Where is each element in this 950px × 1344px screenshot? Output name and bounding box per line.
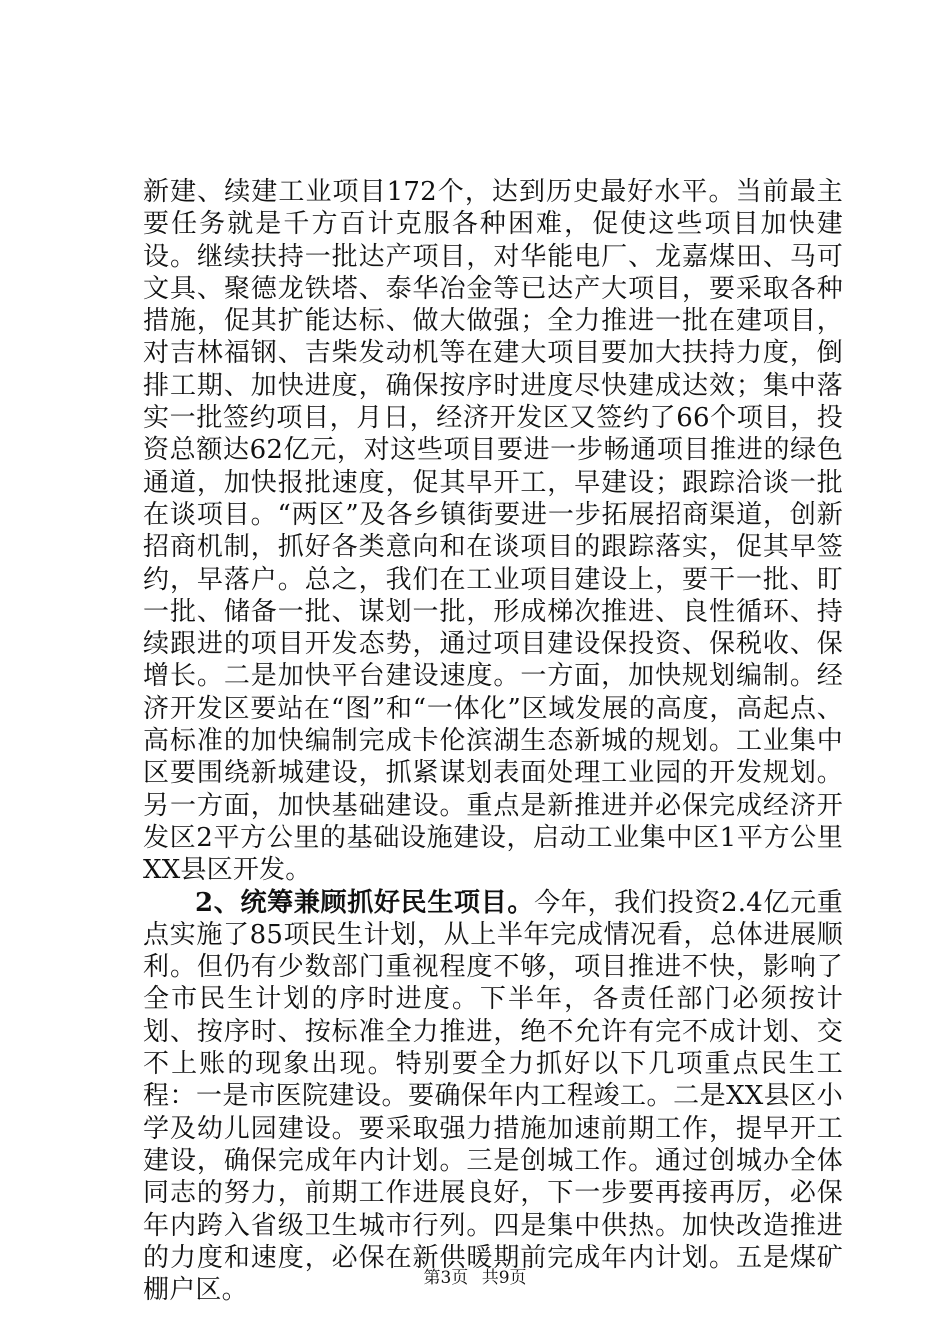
paragraph-2 bbox=[143, 887, 843, 1307]
document-body bbox=[143, 176, 843, 1306]
page-number-current: 第3页 bbox=[423, 1268, 469, 1288]
paragraph-2-heading: 2、统筹兼顾抓好民生项目。 bbox=[195, 887, 535, 918]
paragraph-2-body: 今年，我们投资2.4亿元重点实施了85项民生计划，从上半年完成情况看，总体进展顺利。但仍有少数部门重视程度不够，项目推进不快，影响了全市民生计划的序时进度。下半年，各责任部门必须按计划、按序时、按标准全力推进，绝不允许有完不成计划、交不上账的现象出现。特别要全力抓好以下几项重点民生工程：一是市医院建设。要确保年内工程竣工。二是XX县区小学及幼儿园建设。要采取强力措施加速前期工作，提早开工建设，确保完成年内计划。三是创城工作。通过创城办全体同志的努力，前期工作进展良好，下一步要再接再厉，必保年内跨入省级卫生城市行列。四是集中供热。加快改造推进的力度和速度，必保在新供暖期前完成年内计划。五是煤矿棚户区。 bbox=[143, 887, 843, 1306]
page-number-total: 共9页 bbox=[481, 1268, 527, 1288]
paragraph-1: 新建、续建工业项目172个，达到历史最好水平。当前最主要任务就是千方百计克服各种困难，促使这些项目加快建设。继续扶持一批达产项目，对华能电厂、龙嘉煤田、马可文具、聚德龙铁塔、泰华冶金等已达产大项目，要采取各种措施，促其扩能达标、做大做强；全力推进一批在建项目，对吉林福钢、吉柴发动机等在建大项目要加大扶持力度，倒排工期、加快进度，确保按序时进度尽快建成达效；集中落实一批签约项目，月日，经济开发区又签约了66个项目，投资总额达62亿元，对这些项目要进一步畅通项目推进的绿色通道，加快报批速度，促其早开工，早建设；跟踪洽谈一批在谈项目。“两区”及各乡镇街要进一步拓展招商渠道，创新招商机制，抓好各类意向和在谈项目的跟踪落实，促其早签约，早落户。总之，我们在工业项目建设上，要干一批、盯一批、储备一批、谋划一批，形成梯次推进、良性循环、持续跟进的项目开发态势，通过项目建设保投资、保税收、保增长。二是加快平台建设速度。一方面，加快规划编制。经济开发区要站在“图”和“一体化”区域发展的高度，高起点、高标准的加快编制完成卡伦滨湖生态新城的规划。工业集中区要围绕新城建设，抓紧谋划表面处理工业园的开发规划。另一方面，加快基础建设。重点是新推进并必保完成经济开发区2平方公里的基础设施建设，启动工业集中区1平方公里XX县区开发。 bbox=[143, 177, 843, 886]
page-footer bbox=[0, 1268, 950, 1288]
